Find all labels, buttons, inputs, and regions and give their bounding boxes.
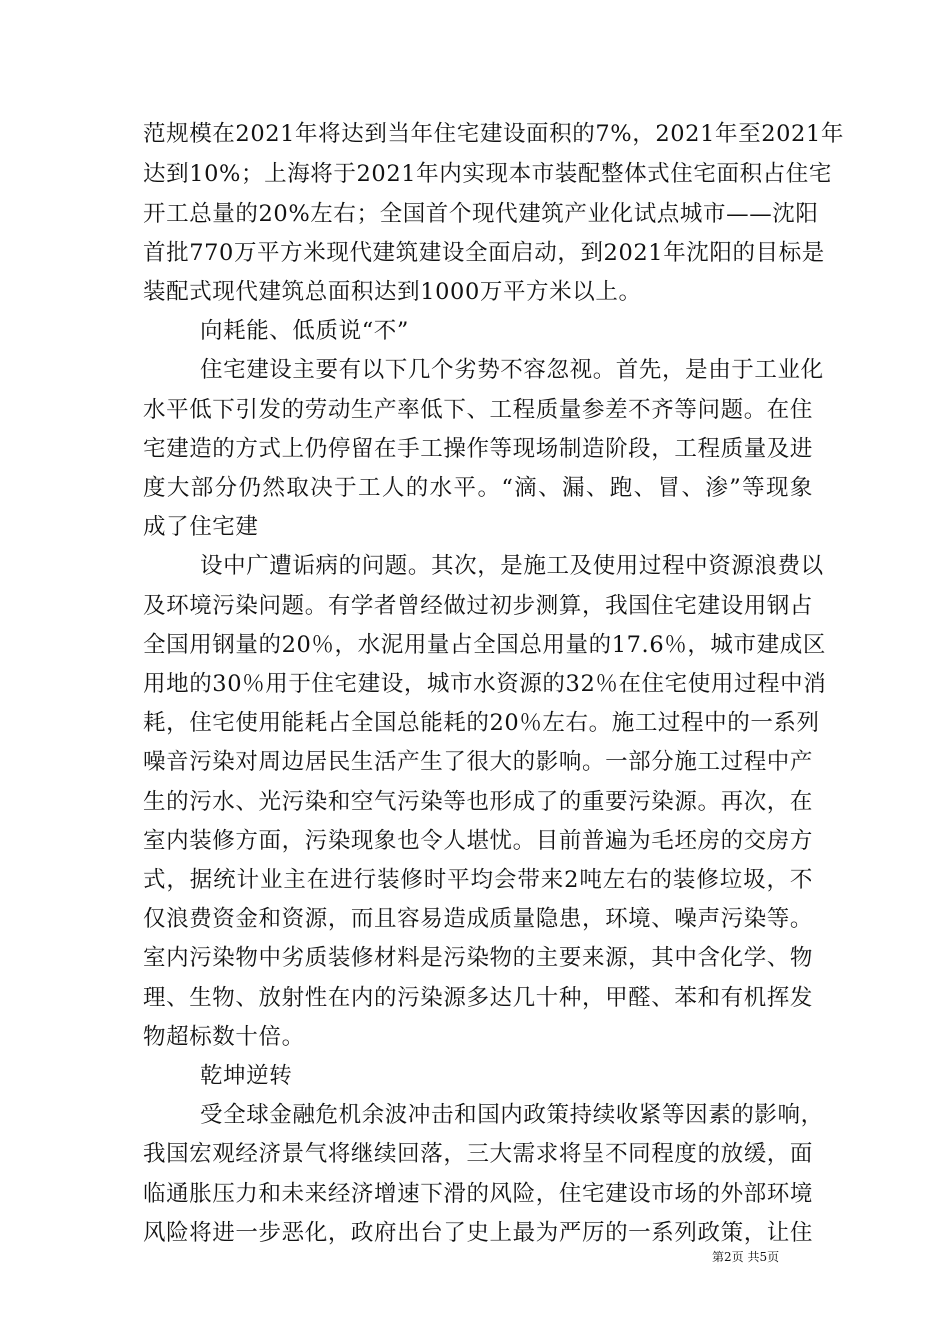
text-line: 我国宏观经济景气将继续回落，三大需求将呈不同程度的放缓，面	[143, 1141, 813, 1167]
text-line: 受全球金融危机余波冲击和国内政策持续收紧等因素的影响，	[200, 1102, 824, 1128]
text-line: 首批770万平方米现代建筑建设全面启动，到2021年沈阳的目标是	[143, 240, 825, 266]
text-line: 全国用钢量的20％，水泥用量占全国总用量的17.6％，城市建成区	[143, 632, 826, 658]
text-line: 仅浪费资金和资源，而且容易造成质量隐患，环境、噪声污染等。	[143, 906, 813, 932]
text-line: 达到10%；上海将于2021年内实现本市装配整体式住宅面积占住宅	[143, 161, 832, 187]
text-line: 室内装修方面，污染现象也令人堪忧。目前普遍为毛坯房的交房方	[143, 828, 813, 854]
text-line: 住宅建设主要有以下几个劣势不容忽视。首先，是由于工业化	[200, 357, 824, 383]
text-line: 用地的30％用于住宅建设，城市水资源的32％在住宅使用过程中消	[143, 671, 827, 697]
section-heading: 乾坤逆转	[200, 1063, 293, 1089]
text-line: 装配式现代建筑总面积达到1000万平方米以上。	[143, 279, 642, 305]
page-number: 第2页 共5页	[712, 1250, 780, 1264]
text-line: 宅建造的方式上仍停留在手工操作等现场制造阶段，工程质量及进	[143, 436, 813, 462]
text-line: 度大部分仍然取决于工人的水平。“滴、漏、跑、冒、渗”等现象	[143, 475, 813, 501]
text-line: 理、生物、放射性在内的污染源多达几十种，甲醛、苯和有机挥发	[143, 985, 813, 1011]
text-line: 设中广遭诟病的问题。其次，是施工及使用过程中资源浪费以	[200, 553, 824, 579]
text-line: 室内污染物中劣质装修材料是污染物的主要来源，其中含化学、物	[143, 945, 813, 971]
text-line: 物超标数十倍。	[143, 1024, 305, 1050]
text-line: 噪音污染对周边居民生活产生了很大的影响。一部分施工过程中产	[143, 749, 813, 775]
text-line: 生的污水、光污染和空气污染等也形成了的重要污染源。再次，在	[143, 789, 813, 815]
text-line: 临通胀压力和未来经济增速下滑的风险，住宅建设市场的外部环境	[143, 1181, 813, 1207]
text-line: 式，据统计业主在进行装修时平均会带来2吨左右的装修垃圾，不	[143, 867, 813, 893]
text-line: 开工总量的20%左右；全国首个现代建筑产业化试点城市——沈阳	[143, 201, 819, 227]
text-line: 成了住宅建	[143, 514, 259, 540]
text-line: 水平低下引发的劳动生产率低下、工程质量参差不齐等问题。在住	[143, 397, 813, 423]
text-line: 风险将进一步恶化，政府出台了史上最为严厉的一系列政策，让住	[143, 1220, 813, 1246]
text-line: 及环境污染问题。有学者曾经做过初步测算，我国住宅建设用钢占	[143, 593, 813, 619]
text-line: 范规模在2021年将达到当年住宅建设面积的7%，2021年至2021年	[143, 121, 844, 147]
section-heading: 向耗能、低质说“不”	[200, 318, 410, 344]
text-line: 耗，住宅使用能耗占全国总能耗的20％左右。施工过程中的一系列	[143, 710, 820, 736]
